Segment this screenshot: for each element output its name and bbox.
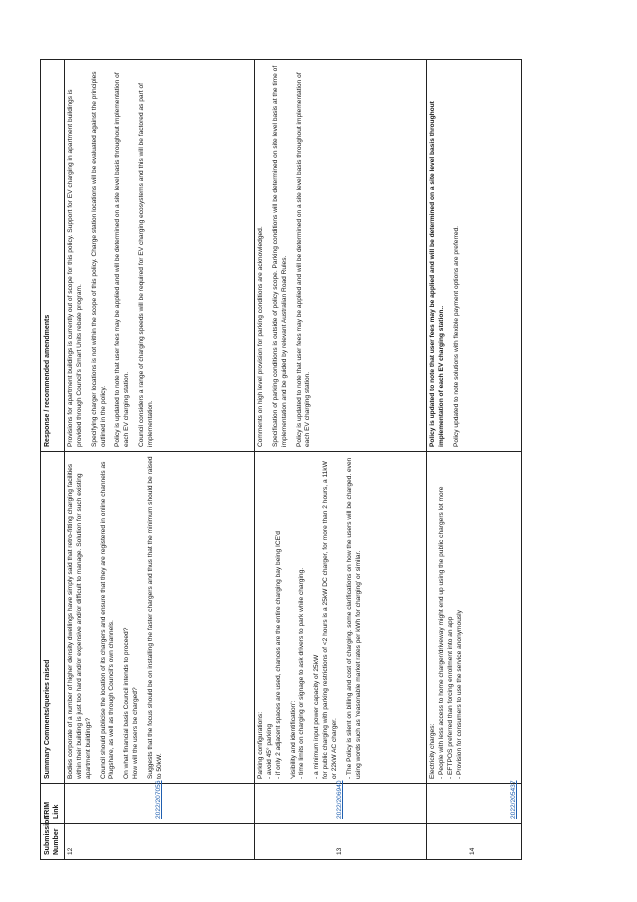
response-paragraph: Specifying charger locations is not within the scope of this policy. Charge station locations will be evaluated against the principles outlined in the policy.: [90, 69, 107, 447]
trim-link[interactable]: 2022/206940: [335, 780, 343, 819]
response-paragraph: Provisions for apartment buildings is currently out of scope for this policy. Support for EV charging in apartment buildings is provided through Council's Smart Units rebate program.: [66, 87, 83, 447]
summary-paragraph: On what financial basis Council intends to proceed? How will the users be charged?: [123, 627, 140, 779]
response-cell: [64, 60, 254, 452]
response-paragraph-bold: Policy is updated to note that user fees may be applied and will be determined on a site level basis throughout implementation of each EV charging station..: [428, 99, 445, 447]
header-summary: Summary Comments/queries raised: [41, 452, 65, 784]
header-submission: Submission Number: [41, 824, 65, 860]
summary-cell: [254, 452, 426, 784]
summary-paragraph: Council should publicise the location of its chargers and ensure that they are registered in online channels as Plugshare, as well as through Council's own channels.: [99, 459, 116, 779]
summary-paragraph: - a minimum input power capacity of 25kW for public charging with parking restrictions of <2 hours is a 25kW DC charger, for more than 2 hours, a 11kW or 22kW AC charger.: [313, 461, 339, 779]
trim-link-cell: [426, 780, 521, 824]
table-row: [426, 60, 521, 860]
document-sheet: [40, 60, 540, 860]
summary-paragraph: Electricity charges: - People with less access to home charger/driveway might end up using the public chargers lot more - EFTPOS preferred than forcing enrollment into an app - Provision for consumers to use the service anonymously: [428, 486, 463, 779]
summary-paragraph: - The Policy is silent on billing and cost of charging. some clarifications on how the users will be charged. even using words such as 'reasonable market rates per kWh for charging' or similar.: [346, 455, 362, 779]
trim-link[interactable]: 2022/205437: [509, 780, 517, 819]
summary-cell: [426, 452, 521, 784]
response-paragraph: Comments on high level provision for parking conditions are acknowledged.: [256, 226, 264, 447]
table-header-row: [41, 60, 65, 860]
trim-link[interactable]: 2022/207056: [154, 780, 162, 819]
trim-link-cell: [64, 780, 254, 824]
response-paragraph: Specification of parking conditions is outside of policy scope. Parking conditions will be determined on site level basis at the time of implementation and be guided by relevant Australian Road Rules.: [271, 63, 288, 447]
trim-link-cell: [254, 780, 426, 824]
summary-paragraph: Parking configurations: - avoid 45° parking - if only 2 adjacent spaces are used, chances are the entire charging bay being ICE'd: [256, 531, 282, 779]
submission-number: 12: [64, 824, 254, 860]
summary-cell: [64, 452, 254, 784]
header-response: Response / recommended amendments: [41, 60, 65, 452]
response-paragraph: Council considers a range of charging speeds will be required for EV charging ecosystems and this will be factored as part of implementation.: [138, 81, 155, 447]
response-cell: [254, 60, 426, 452]
response-cell: [426, 60, 521, 452]
response-paragraph: Policy updated to note solutions with flexible payment options are preferred.: [452, 225, 460, 447]
summary-paragraph: Bodies corporate of a number of higher density dwellings have simply said that retro-fitting charging facilities within their building is just too hard and/or expensive and/or difficult to manage. Solution for such existing apartment buildings?: [66, 461, 92, 779]
table-row: [64, 60, 254, 860]
header-trim: TRIM Link: [41, 784, 65, 824]
summary-paragraph: 'visibility and identification': - time limits on charging or signage to ask drivers to park while charging.: [289, 567, 306, 779]
submissions-table: [40, 59, 522, 860]
table-row: [254, 60, 426, 860]
summary-paragraph: Suggests that the focus should be on installing the faster chargers and thus that the minimum should be raised to 50kW.: [147, 454, 163, 779]
response-paragraph: Policy is updated to note that user fees may be applied and will be determined on a site level basis throughout implementation of each EV charging station.: [295, 70, 312, 447]
response-paragraph: Policy is updated to note that user fees may be applied and will be determined on a site level basis throughout implementation of each EV charging station.: [114, 70, 131, 447]
submission-number: 14: [426, 824, 521, 860]
submission-number: 13: [254, 824, 426, 860]
